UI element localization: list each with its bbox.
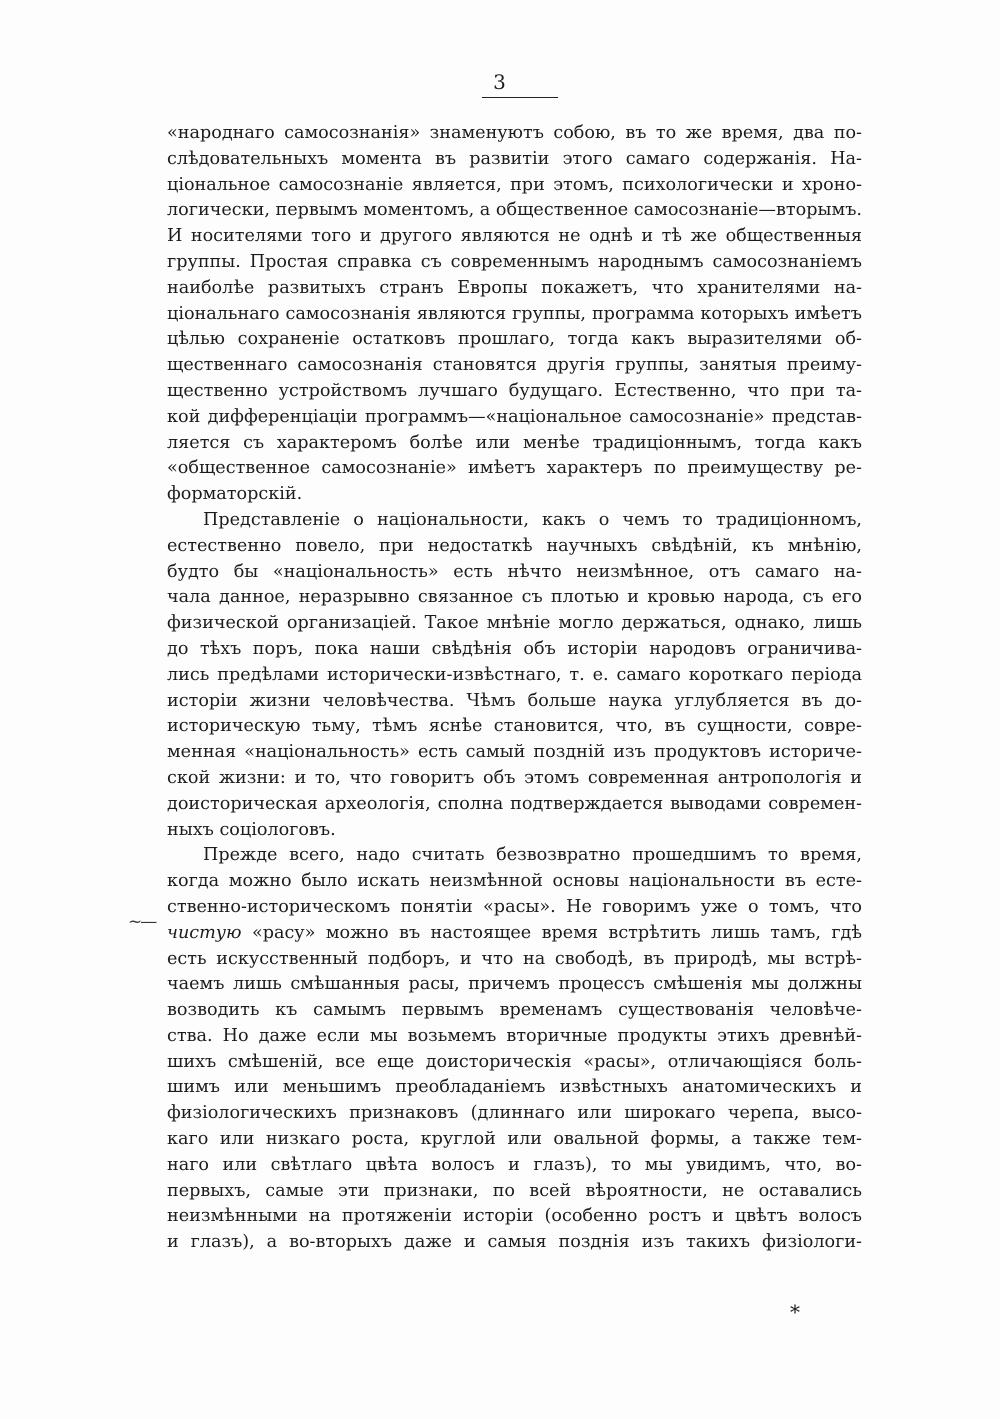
paragraph-end-line: форматорскій.	[167, 484, 303, 505]
signature-mark: *	[790, 1300, 800, 1324]
text-line: шимъ или меньшимъ преобладаніемъ извѣстныхъ анатомическихъ и	[167, 1077, 862, 1098]
text-line: физіологическихъ признаковъ (длиннаго или широкаго черепа, высо-	[167, 1103, 862, 1124]
text-line: ляется съ характеромъ болѣе или менѣе традиціоннымъ, тогда какъ	[167, 432, 862, 453]
text-line: когда можно было искать неизмѣнной основы національности въ есте-	[167, 871, 862, 892]
margin-annotation: ~—	[128, 912, 156, 932]
paragraph-end-line: ныхъ соціологовъ.	[167, 819, 336, 840]
text-line: слѣдовательныхъ момента въ развитіи этого самаго содержанія. На-	[167, 148, 862, 169]
page-number: 3	[493, 70, 507, 94]
text-line: историческую тьму, тѣмъ яснѣе становится, что, въ сущности, совре-	[167, 716, 862, 737]
text-line: «общественное самосознаніе» имѣетъ характеръ по преимуществу ре-	[167, 458, 862, 479]
text-line: ственно-историческомъ понятіи «расы». Не говоримъ уже о томъ, что	[167, 896, 862, 917]
emphasized-word: чистую	[167, 922, 242, 943]
text-line-with-emphasis	[167, 921, 862, 947]
text-line: щественно устройствомъ лучшаго будущаго. Естественно, что при та-	[167, 380, 862, 401]
body-text	[167, 121, 862, 1256]
text-line: чаемъ лишь смѣшанныя расы, причемъ процессъ смѣшенія мы должны	[167, 974, 862, 995]
text-line: есть искусственный подборъ, и что на свободѣ, въ природѣ, мы встрѣ-	[167, 948, 862, 969]
text-line-rest: «расу» можно въ настоящее время встрѣтить лишь тамъ, гдѣ	[251, 922, 862, 943]
text-line: ства. Но даже если мы возьмемъ вторичные продукты этихъ древнѣй-	[167, 1025, 862, 1046]
text-line: исторіи жизни человѣчества. Чѣмъ больше наука углубляется въ до-	[167, 690, 862, 711]
text-line: будто бы «національность» есть нѣчто неизмѣнное, отъ самаго на-	[167, 561, 862, 582]
text-line: И носителями того и другого являются не однѣ и тѣ же общественныя	[167, 226, 862, 247]
text-line: чала данное, неразрывно связанное съ плотью и кровью народа, съ его	[167, 587, 862, 608]
text-line: неизмѣнными на протяженіи исторіи (особенно ростъ и цвѣтъ волосъ	[167, 1206, 862, 1227]
text-line: цѣлью сохраненіе остатковъ прошлаго, тогда какъ выразителями об-	[167, 329, 862, 350]
text-line: наиболѣе развитыхъ странъ Европы покажетъ, что хранителями на-	[167, 277, 862, 298]
text-line: доисторическая археологія, сполна подтверждается выводами современ-	[167, 793, 862, 814]
text-line: наго или свѣтлаго цвѣта волосъ и глазъ), то мы увидимъ, что, во-	[167, 1154, 862, 1175]
text-line: логически, первымъ моментомъ, а общественное самосознаніе—вторымъ.	[167, 200, 862, 221]
text-line: лись предѣлами исторически-извѣстнаго, т. е. самаго короткаго періода	[167, 664, 862, 685]
text-line: каго или низкаго роста, круглой или овальной формы, а также тем-	[167, 1129, 862, 1150]
text-line: и глазъ), а во-вторыхъ даже и самыя позднія изъ такихъ физіологи-	[167, 1232, 862, 1253]
text-line: естественно повело, при недостаткѣ научныхъ свѣдѣній, къ мнѣнію,	[167, 535, 862, 556]
page-number-rule	[482, 97, 558, 98]
text-line: ціональнаго самосознанія являются группы, программа которыхъ имѣетъ	[167, 303, 862, 324]
text-line: «народнаго самосознанія» знаменуютъ собою, въ то же время, два по-	[167, 123, 862, 143]
text-line: группы. Простая справка съ современнымъ народнымъ самосознаніемъ	[167, 251, 862, 272]
text-line: первыхъ, самые эти признаки, по всей вѣроятности, не оставались	[167, 1180, 862, 1201]
paragraph-start-line: Прежде всего, надо считать безвозвратно прошедшимъ то время,	[203, 845, 862, 866]
text-line: шихъ смѣшеній, все еще доисторическія «расы», отличающіяся боль-	[167, 1051, 862, 1072]
text-line: возводить къ самымъ первымъ временамъ существованія человѣче-	[167, 1000, 862, 1021]
text-line: щественнаго самосознанія становятся другія группы, занятыя преиму-	[167, 355, 862, 376]
text-line: до тѣхъ поръ, пока наши свѣдѣнія объ исторіи народовъ ограничива-	[167, 638, 862, 659]
text-line: физической организаціей. Такое мнѣніе могло держаться, однако, лишь	[167, 613, 862, 634]
text-line: ціональное самосознаніе является, при этомъ, психологически и хроно-	[167, 174, 862, 195]
paragraph-start-line: Представленіе о національности, какъ о чемъ то традиціонномъ,	[203, 509, 862, 530]
text-line: кой дифференціаціи программъ—«національное самосознаніе» представ-	[167, 406, 862, 427]
text-line: ской жизни: и то, что говоритъ объ этомъ современная антропологія и	[167, 767, 862, 788]
text-line: менная «національность» есть самый поздній изъ продуктовъ историче-	[167, 742, 862, 763]
